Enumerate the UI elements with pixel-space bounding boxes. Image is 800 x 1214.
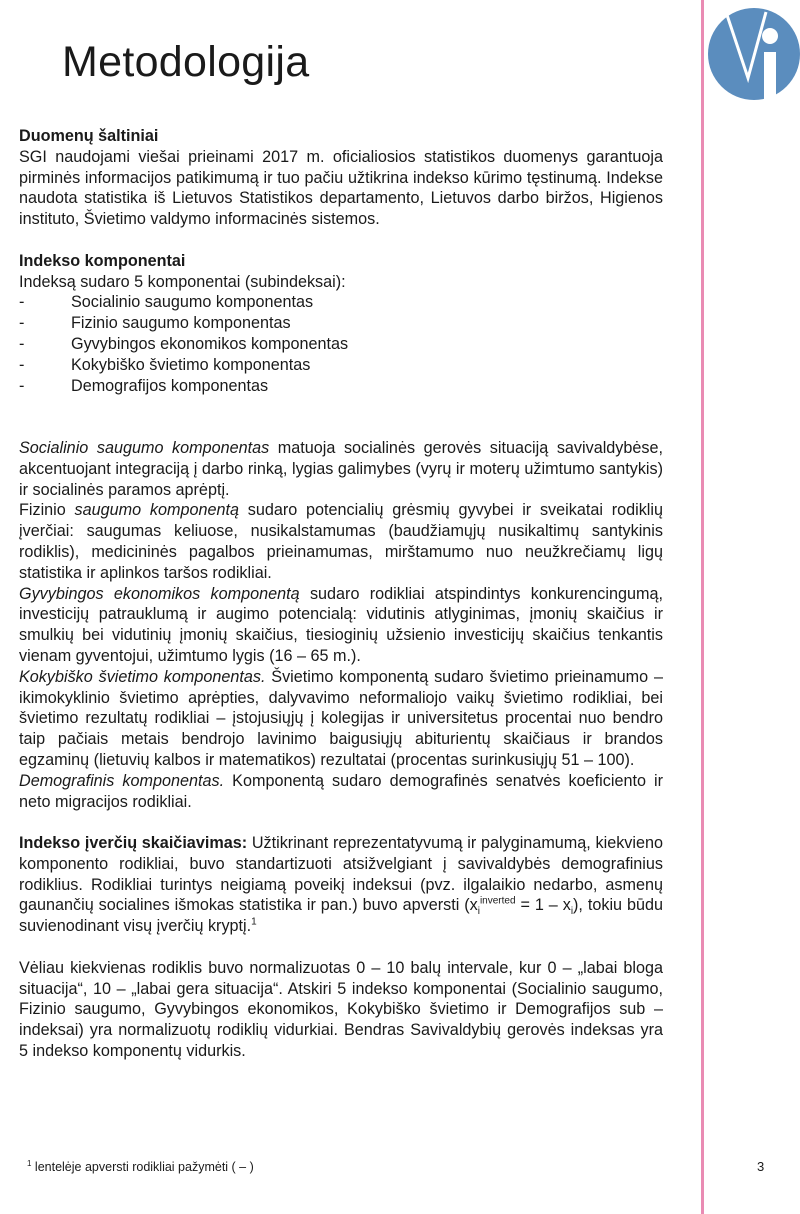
- normalization-paragraph: Vėliau kiekvienas rodiklis buvo normalizuotas 0 – 10 balų intervale, kur 0 – „labai bloga situacija“, 10 – „labai gera situacija“. Atskiri 5 indekso komponentai (Socialinio saugumo, Fizinio saugumo, Gyvybingos ekonomikos, Kokybiško švietimo ir Demografijos sub – indeksai) yra normalizuotų rodiklių vidurkiai. Bendras Savivaldybių gerovės indeksas yra 5 indekso komponentų vidurkis.: [19, 958, 663, 1061]
- components-heading: Indekso komponentai: [19, 251, 186, 270]
- footnote: $^1$ lentelėje apversti rodikliai pažymėti ( – ): [27, 1158, 254, 1174]
- education-description: Kokybiško švietimo komponentas. Švietimo komponentą sudaro švietimo prieinamumo – ikimokyklinio švietimo aprėpties, dalyvavimo neformaliojo vaikų švietimo rodikliai, bei švietimo rezultatų rodikliai – įstojusiųjų į kolegijas ir universitetus procentai nuo bendro taip pačiais metais bendrojo lavinimo baigusiųjų abiturientų skaičiaus ir brandos egzaminų (lietuvių kalbos ir matematikos) rezultatai (procentas surinkusiųjų 51 – 100).: [19, 667, 663, 769]
- estimation-paragraph: Indekso įverčių skaičiavimas: Užtikrinant reprezentatyvumą ir palyginamumą, kiekvieno komponento rodikliai, buvo standartizuoti atsižvelgiant į savivaldybės demografinius rodiklius. Rodikliai turintys neigiamą poveikį indeksui (pvz. ilgalaikio nedarbo, asmenų gaunančių socialines išmokas statistika ir pan.) buvo apversti $(x_i^{inverted} = 1 - x_i)$, tokiu būdu suvienodinant visų įverčių kryptį.$^1$: [19, 834, 663, 936]
- page-number: 3: [757, 1159, 765, 1174]
- list-item: - Gyvybingos ekonomikos komponentas: [19, 334, 349, 353]
- sources-heading: Duomenų šaltiniai: [19, 127, 159, 145]
- components-intro: Indeksą sudaro 5 komponentai (subindeksai):: [19, 272, 346, 291]
- demography-description: Demografinis komponentas. Komponentą sudaro demografinės senatvės koeficiento ir neto migracijos rodikliai.: [19, 771, 663, 811]
- margin-rule: [701, 0, 704, 1214]
- social-security-description: Socialinio saugumo komponentas matuoja socialinės gerovės situaciją savivaldybėse, akcentuojant integraciją į darbo rinką, lygias galimybes (vyrų ir moterų užimtumo santykis) ir socialinės paramos aprėptį.: [19, 438, 664, 499]
- page-title: Metodologija: [62, 38, 310, 86]
- physical-security-description: Fizinio saugumo komponentą sudaro potencialių grėsmių gyvybei ir sveikatai rodiklių įverčiai: saugumas keliuose, nusikalstamumas (baudžiamųjų nusikaltimų santykinis rodiklis), medicininės pagalbos prieinamumas, mirštamumo nuo neužkrečiamų ligų statistika ir aplinkos taršos rodikliai.: [19, 501, 663, 582]
- list-item: - Socialinio saugumo komponentas: [19, 293, 314, 312]
- logo-icon: [708, 8, 800, 100]
- list-item: - Fizinio saugumo komponentas: [19, 314, 291, 333]
- body-text: [19, 126, 663, 1062]
- list-item: - Kokybiško švietimo komponentas: [19, 355, 311, 374]
- footnote-ref: 1: [251, 916, 257, 928]
- list-item: - Demografijos komponentas: [19, 376, 269, 395]
- economy-description: Gyvybingos ekonomikos komponentą sudaro rodikliai atspindintys konkurencingumą, investicijų patrauklumą ir augimo potencialą: vidutinis atlyginimas, įmonių skaičius ir smulkių bei vidutinių įmonių skaičius, tiesioginių užsienio investicijų skaičius tenkantis vienam gyventojui, užimtumo lygis (16 – 65 m.).: [19, 584, 663, 665]
- sources-paragraph: SGI naudojami viešai prieinami 2017 m. oficialiosios statistikos duomenys garantuoja pirminės informacijos patikimumą ir tuo pačiu užtikrina indekso kūrimo tęstinumą. Indekse naudota statistika iš Lietuvos Statistikos departamento, Lietuvos darbo biržos, Higienos instituto, Švietimo valdymo informacinės sistemos.: [19, 147, 663, 229]
